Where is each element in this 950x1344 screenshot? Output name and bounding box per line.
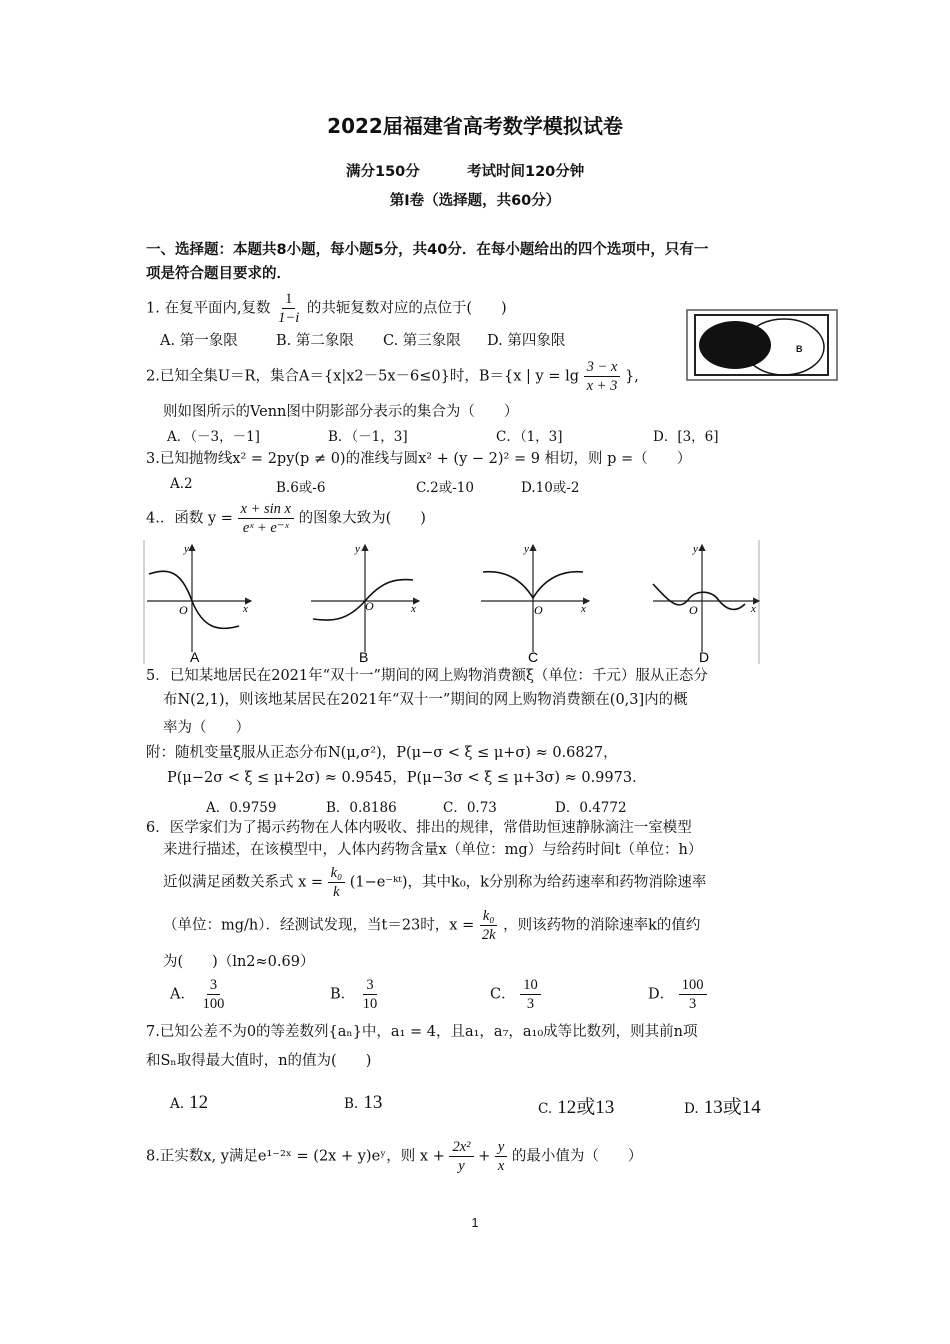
q3-stem: 3.已知抛物线x² = 2py(p ≠ 0)的准线与圆x² + (y − 2)² = 9 相切，则 p =（ ） (146, 451, 692, 467)
q7-option-c: C. 12或13 (538, 1097, 615, 1118)
svg-text:x: x (243, 603, 248, 615)
q4-graphs (143, 540, 761, 664)
section-heading-line2: 项是符合题目要求的． (146, 266, 291, 282)
q6-option-d: D． $\frac{100}{3}$ (648, 976, 707, 1013)
q3-option-a: A.2 (170, 476, 193, 492)
q5-line2: 布N(2,1)，则该地某居民在2021年“双十一”期间的网上购物消费额在(0,3]内的概 (163, 692, 688, 708)
svg-text:O: O (365, 599, 374, 613)
q3-option-b: B.6或-6 (276, 480, 326, 496)
graph-a (147, 543, 251, 664)
q5-note1: 附：随机变量ξ服从正态分布N(μ,σ²)，P(μ−σ < ξ ≤ μ+σ) ≈ 0.6827， (146, 745, 618, 761)
full-score: 满分150分 (346, 164, 420, 180)
q6-line2: 来进行描述，在该模型中，人体内药物含量x（单位：mg）与给药时间t（单位：h） (163, 842, 703, 858)
q2-line2: 则如图所示的Venn图中阴影部分表示的集合为（ ） (163, 404, 519, 420)
q8-stem: 8.正实数x, y满足e¹⁻²ˣ = (2x + y)eʸ，则 x + $\frac{\text{2x²}}{y}$ + $\frac{y}{x}$ 的最小值为（ ） (146, 1139, 643, 1174)
q5-option-b: B．0.8186 (326, 800, 397, 816)
svg-text:x: x (751, 603, 756, 615)
q2-option-b: B．（－1，3] (328, 429, 408, 445)
q6-line4: （单位：mg/h）．经测试发现，当t＝23时，x = $\frac{\text{k₀}}{2k}$ ，则该药物的消除速率k的值约 (163, 908, 701, 943)
svg-text:D: D (699, 649, 710, 664)
svg-text:O: O (689, 603, 698, 617)
q7-line1: 7.已知公差不为0的等差数列{aₙ}中，a₁ = 4，且a₁，a₇，a₁₀成等比数列，则其前n项 (146, 1024, 698, 1040)
svg-text:B: B (359, 649, 369, 664)
graph-d (653, 543, 759, 664)
svg-text:O: O (534, 603, 543, 617)
svg-text:y: y (355, 543, 360, 555)
q2-stem: 2.已知全集U＝R，集合A＝{x|x2－5x－6≤0}时，B＝{x | y = lg $\frac{3 - x}{x + 3}$ }, (146, 359, 639, 394)
q6-option-b: B． $\frac{3}{10}$ (330, 977, 378, 1012)
svg-text:C: C (528, 649, 539, 664)
q2-option-d: D．[3，6] (653, 429, 719, 445)
q6-option-a: A． $\frac{3}{100}$ (170, 977, 225, 1012)
svg-text:x: x (411, 603, 416, 615)
q5-line3: 率为（ ） (163, 720, 250, 736)
q2-option-a: A．（－3，－1] (167, 429, 260, 445)
q6-line3: 近似满足函数关系式 x = $\frac{\text{k₀}}{k}$ (1−e⁻ᵏᵗ)，其中k₀，k分别称为给药速率和药物消除速率 (163, 865, 707, 900)
section-heading-line1: 一、选择题：本题共8小题，每小题5分，共40分．在每小题给出的四个选项中，只有一 (146, 242, 709, 258)
svg-text:x: x (581, 603, 586, 615)
q1-option-a: A. 第一象限 (160, 333, 238, 349)
q5-option-d: D．0.4772 (555, 800, 627, 816)
exam-time: 考试时间120分钟 (467, 164, 585, 180)
q7-option-a: A. 12 (170, 1092, 209, 1113)
q1-stem: 1. 在复平面内,复数 $\frac{1}{1-i}$ 的共轭复数对应的点位于( ) (146, 291, 507, 326)
q7-line2: 和Sₙ取得最大值时，n的值为( ) (146, 1053, 372, 1069)
graph-c (481, 543, 589, 664)
q3-option-d: D.10或-2 (521, 480, 580, 496)
svg-text:y: y (184, 543, 189, 555)
q4-stem: 4.．函数 y = $\frac{\text{x + sin x}}{\text{eˣ + e⁻ˣ}}$ 的图象大致为( ) (146, 501, 426, 536)
q3-option-c: C.2或-10 (416, 480, 474, 496)
svg-text:O: O (179, 603, 188, 617)
q7-option-d: D. 13或14 (684, 1097, 761, 1118)
q1-option-d: D. 第四象限 (487, 333, 566, 349)
q6-line5: 为( )（ln2≈0.69） (163, 954, 315, 970)
volume-heading: 第Ⅰ卷（选择题，共60分） (389, 193, 561, 209)
q1-option-b: B. 第二象限 (276, 333, 354, 349)
svg-text:y: y (524, 543, 529, 555)
page-title: 2022届福建省高考数学模拟试卷 (327, 114, 623, 138)
q5-line1: 5．已知某地居民在2021年“双十一”期间的网上购物消费额ξ（单位：千元）服从正态分 (146, 668, 708, 684)
page-number: 1 (471, 1215, 479, 1230)
q5-option-c: C．0.73 (443, 800, 497, 816)
svg-text:y: y (693, 543, 698, 555)
q2-option-c: C．（1，3] (496, 429, 563, 445)
q7-option-b: B. 13 (344, 1092, 383, 1113)
venn-label-u: U (701, 321, 708, 331)
q6-option-c: C． $\frac{10}{3}$ (490, 976, 541, 1013)
svg-text:A: A (190, 649, 200, 664)
q5-option-a: A．0.9759 (206, 800, 277, 816)
q6-line1: 6．医学家们为了揭示药物在人体内吸收、排出的规律，常借助恒速静脉滴注一室模型 (146, 820, 692, 836)
venn-label-b: B (796, 344, 803, 354)
q1-option-c: C. 第三象限 (383, 333, 461, 349)
graph-b (311, 543, 419, 664)
q5-note2: P(μ−2σ < ξ ≤ μ+2σ) ≈ 0.9545，P(μ−3σ < ξ ≤ μ+3σ) ≈ 0.9973． (167, 770, 647, 786)
venn-diagram (686, 309, 838, 381)
